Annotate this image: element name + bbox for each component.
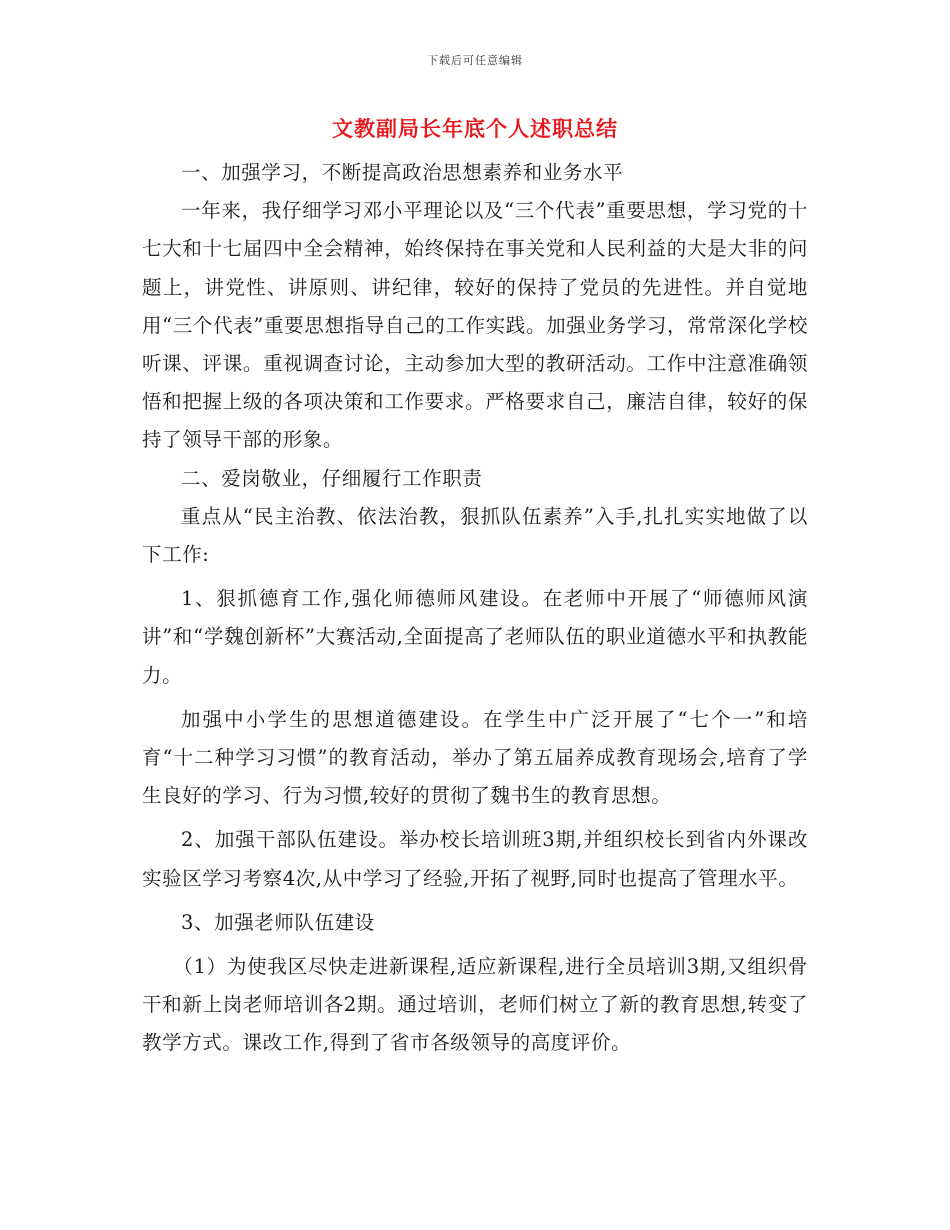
paragraph-moral-education: 1、狠抓德育工作,强化师德师风建设。在老师中开展了“师德师风演讲”和“学魏创新杯”大赛活动,全面提高了老师队伍的职业道德水平和执教能力。 [142,587,808,687]
paragraph-study: 一年来，我仔细学习邓小平理论以及“三个代表”重要思想，学习党的十七大和十七届四中全会精神，始终保持在事关党和人民利益的大是大非的问题上，讲党性、讲原则、讲纪律，较好的保持了党员的先进性。并自觉地用“三个代表”重要思想指导自己的工作实践。加强业务学习，常常深化学校听课、评课。重视调查讨论，主动参加大型的教研活动。工作中注意准确领悟和把握上级的各项决策和工作要求。严格要求自己，廉洁自律，较好的保持了领导干部的形象。 [142,199,808,452]
section-heading-1: 一、加强学习，不断提高政治思想素养和业务水平 [181,161,624,184]
paragraph-teacher-building-heading: 3、加强老师队伍建设 [181,910,375,934]
section-heading-2: 二、爱岗敬业，仔细履行工作职责 [181,466,483,490]
document-body [142,154,808,1063]
paragraph-training: （1）为使我区尽快走进新课程,适应新课程,进行全员培训3期,又组织骨干和新上岗老师培训各2期。通过培训，老师们树立了新的教育思想,转变了教学方式。课改工作,得到了省市各级领导的高度评价。 [142,955,808,1055]
paragraph-cadre-building: 2、加强干部队伍建设。举办校长培训班3期,并组织校长到省内外课改实验区学习考察4次,从中学习了经验,开拓了视野,同时也提高了管理水平。 [142,828,808,890]
header-note: 下载后可任意编辑 [427,54,523,67]
paragraph-student-morality: 加强中小学生的思想道德建设。在学生中广泛开展了“七个一”和培育“十二种学习习惯”的教育活动，举办了第五届养成教育现场会,培育了学生良好的学习、行为习惯,较好的贯彻了魏书生的教育思想。 [142,707,808,808]
paragraph-focus: 重点从“民主治教、依法治教，狠抓队伍素养”入手,扎扎实实地做了以下工作: [142,504,808,567]
document-title: 文教副局长年底个人述职总结 [332,116,618,141]
